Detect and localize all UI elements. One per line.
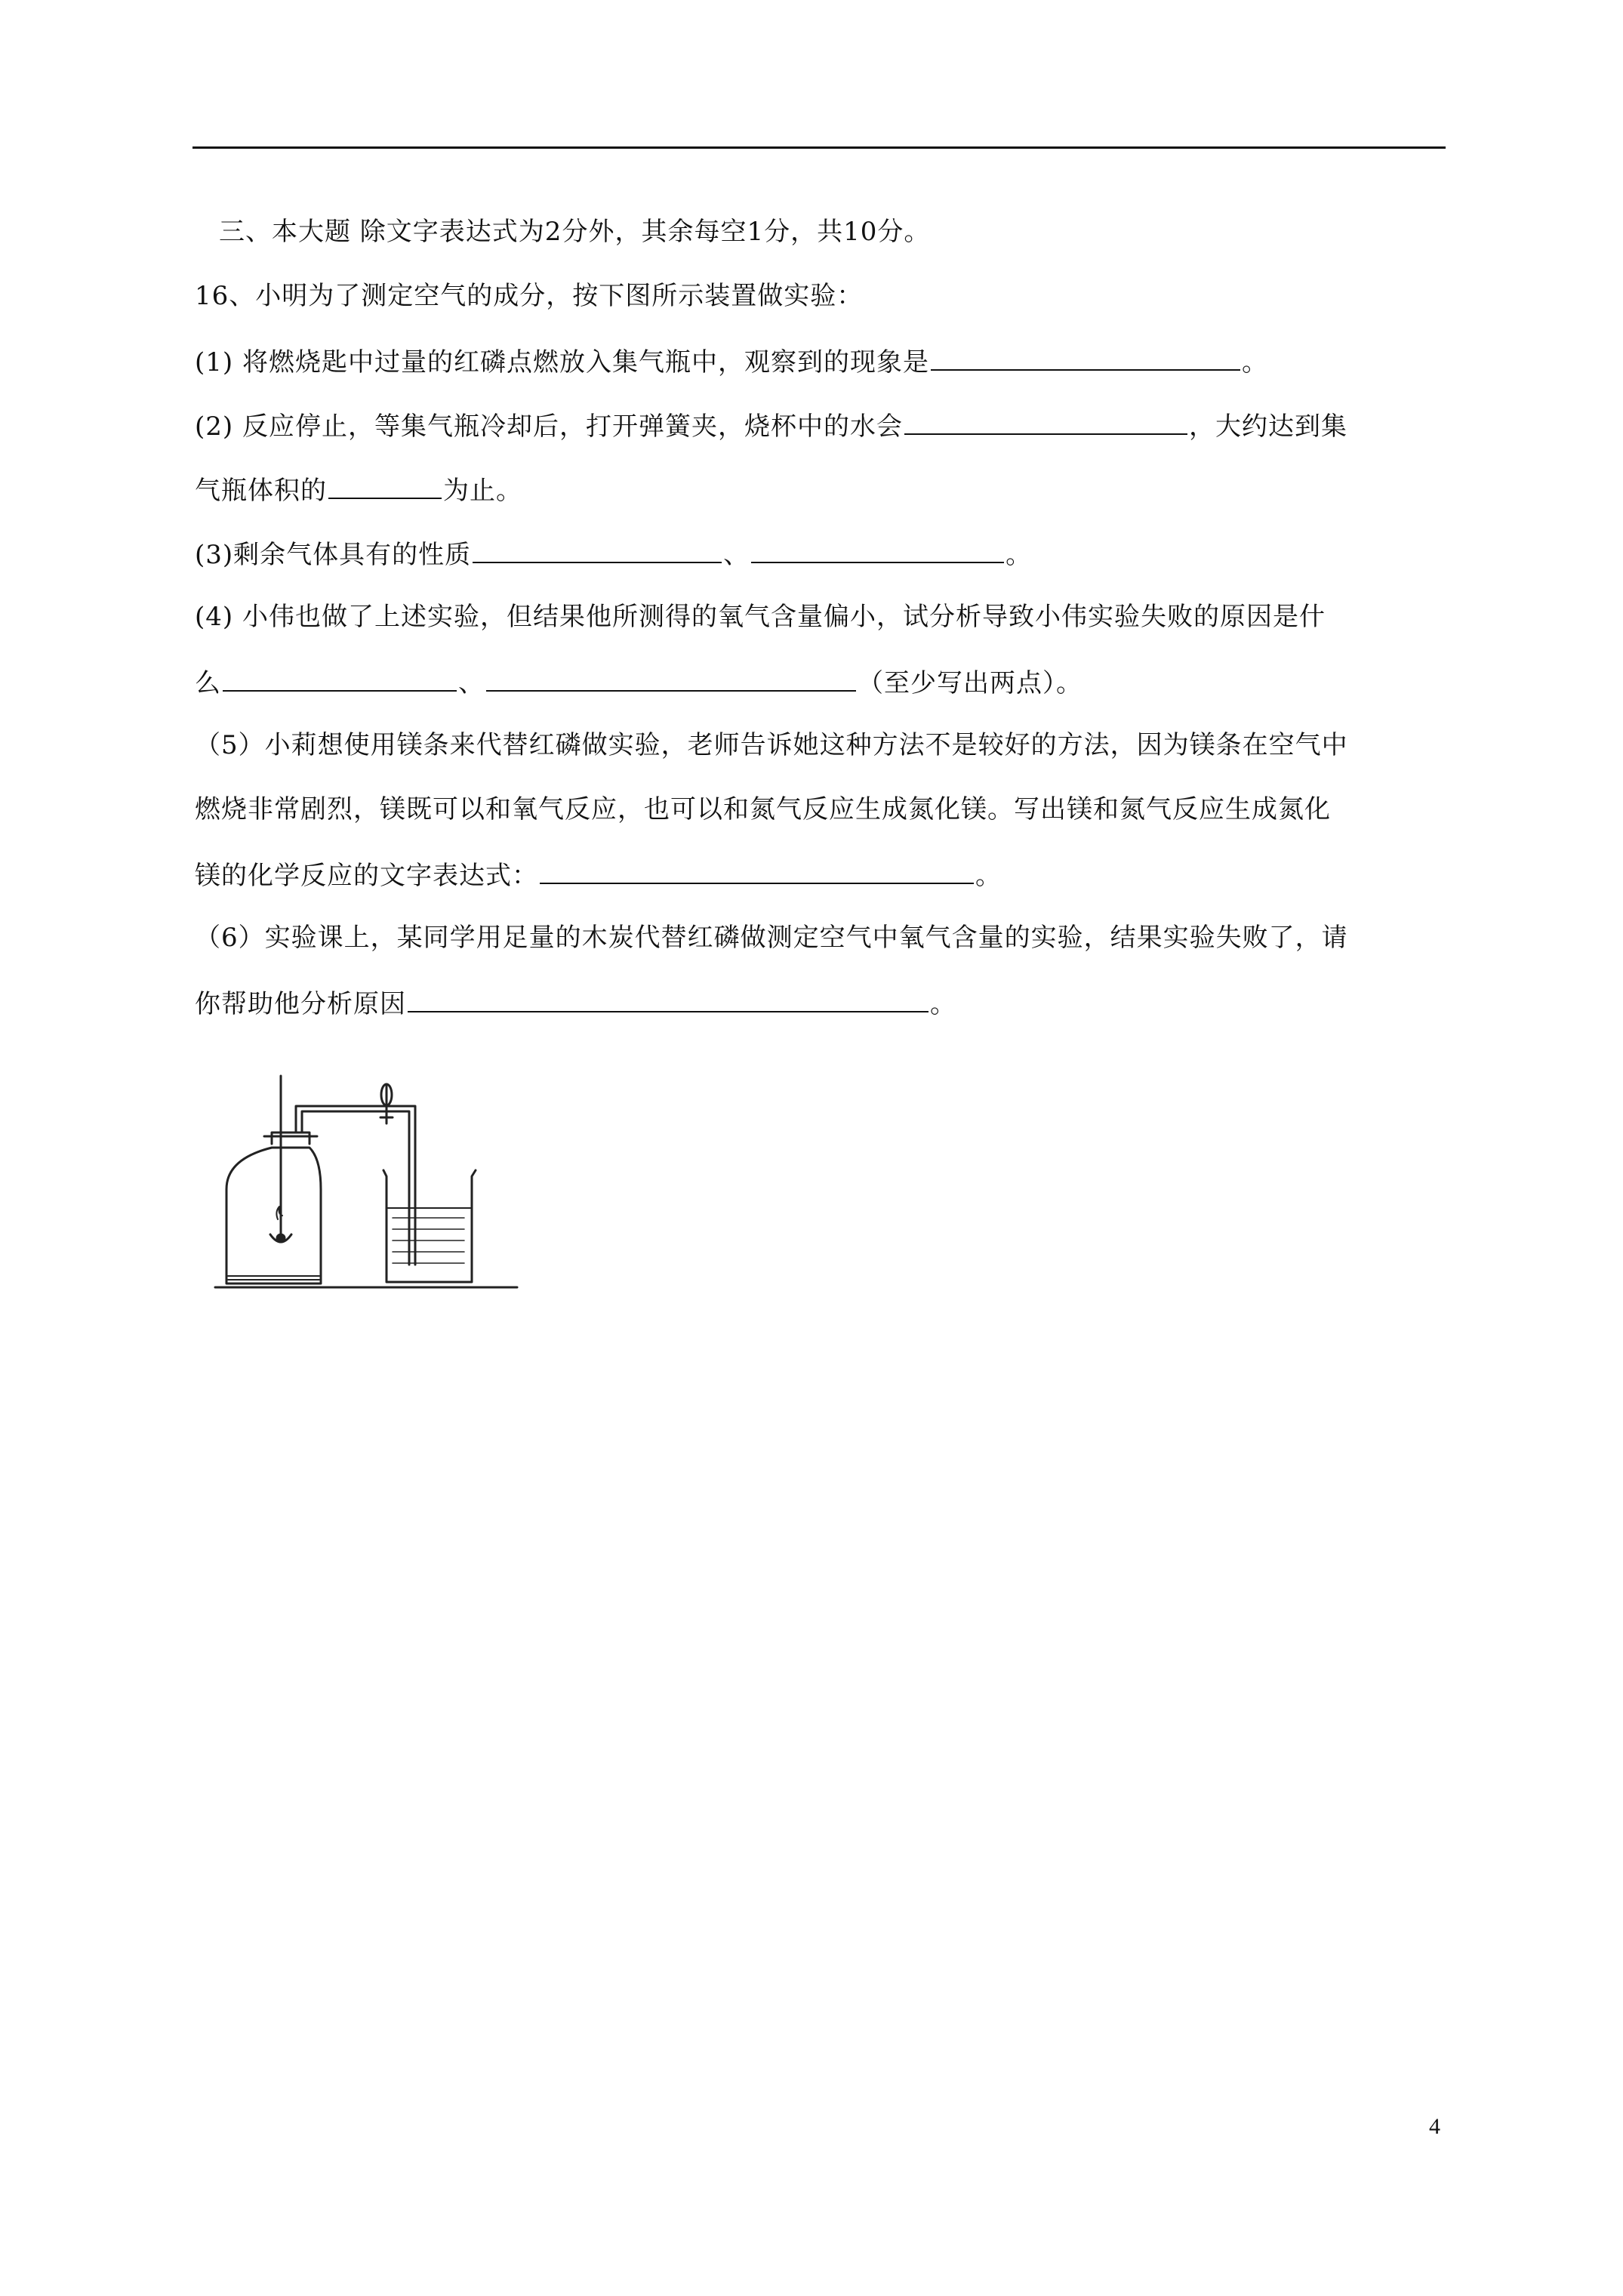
q3-answer-blank-1[interactable]: [473, 536, 722, 563]
q2-end: 为止。: [443, 476, 522, 506]
question-5-line3: [195, 857, 1002, 892]
q2-answer-blank-2[interactable]: [328, 472, 442, 499]
question-6-line2: [195, 985, 956, 1021]
q1-text: (1) 将燃烧匙中过量的红磷点燃放入集气瓶中，观察到的现象是: [195, 347, 929, 378]
question-intro: 16、小明为了测定空气的成分，按下图所示装置做实验：: [195, 281, 864, 311]
header-rule: [192, 146, 1446, 149]
q2-line2-start: 气瓶体积的: [195, 476, 327, 506]
q3-sep: 、: [723, 540, 750, 570]
apparatus-diagram-icon: [211, 1057, 528, 1299]
q2-answer-blank-1[interactable]: [904, 408, 1187, 435]
q3-answer-blank-2[interactable]: [751, 536, 1004, 563]
q4-end: （至少写出两点）。: [858, 668, 1083, 698]
q6-end: 。: [930, 989, 956, 1019]
question-4: [195, 600, 1326, 633]
q5-answer-blank[interactable]: [540, 857, 974, 884]
q1-end: 。: [1241, 347, 1268, 378]
q6-answer-blank[interactable]: [408, 985, 929, 1012]
q6-line2-start: 你帮助他分析原因: [195, 989, 406, 1019]
question-3: [195, 536, 1032, 572]
q2-mid: ，大约达到集: [1188, 411, 1347, 442]
question-5-line2: 燃烧非常剧烈，镁既可以和氧气反应，也可以和氮气反应生成氮化镁。写出镁和氮气反应生成氮化: [195, 794, 1331, 824]
question-5-line1: （5）小莉想使用镁条来代替红磷做实验，老师告诉她这种方法不是较好的方法，因为镁条在空气中: [195, 730, 1348, 760]
q4-text: (4) 小伟也做了上述实验，但结果他所测得的氧气含量偏小，试分析导致小伟实验失败的原因是什: [195, 602, 1326, 632]
question-2: [195, 408, 1347, 443]
q2-text: (2) 反应停止，等集气瓶冷却后，打开弹簧夹，烧杯中的水会: [195, 411, 903, 442]
apparatus-figure: [211, 1057, 528, 1299]
section-title: 三、本大题 除文字表达式为2分外，其余每空1分，共10分。: [219, 217, 931, 247]
question-1: [195, 344, 1268, 379]
question-4-cont: [195, 664, 1083, 700]
question-6-line1: （6）实验课上，某同学用足量的木炭代替红磷做测定空气中氧气含量的实验，结果实验失败了，请: [195, 923, 1348, 953]
q3-text: (3)剩余气体具有的性质: [195, 540, 472, 570]
q4-line2-start: 么: [195, 668, 221, 698]
question-2-cont: [195, 472, 522, 507]
q4-sep: 、: [458, 668, 485, 698]
q4-answer-blank-2[interactable]: [486, 664, 856, 692]
q5-line3-start: 镁的化学反应的文字表达式：: [195, 861, 538, 891]
page-number: 4: [1429, 2114, 1440, 2139]
q5-end: 。: [975, 861, 1002, 891]
q1-answer-blank[interactable]: [931, 344, 1240, 371]
q4-answer-blank-1[interactable]: [223, 664, 457, 692]
q3-end: 。: [1006, 540, 1033, 570]
